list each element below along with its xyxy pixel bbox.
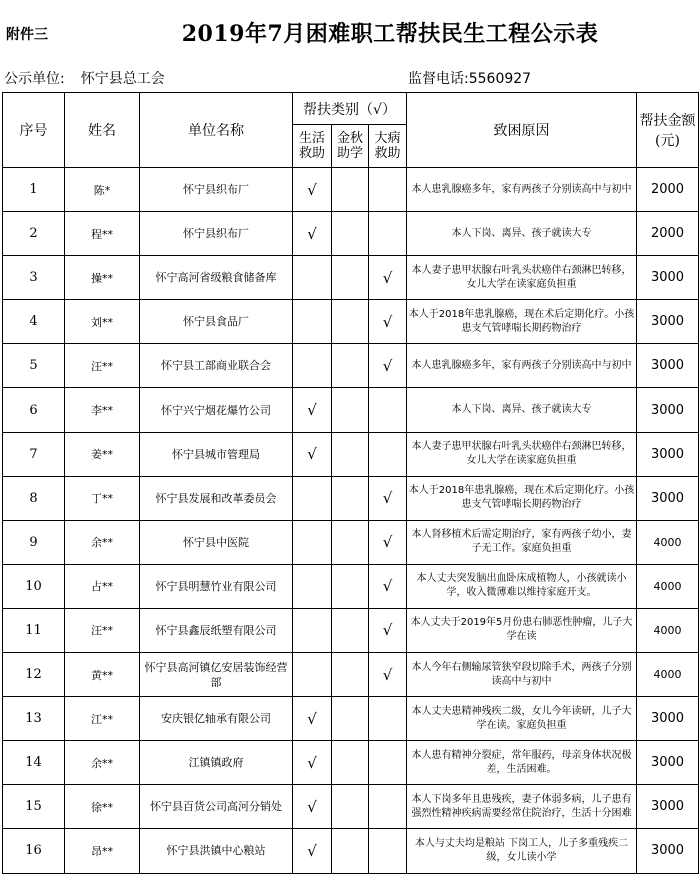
row-check-education <box>332 212 369 256</box>
row-reason: 本人丈夫于2019年5月份患右肺恶性肿瘤，儿子大学在读 <box>407 608 637 652</box>
row-check-illness <box>369 697 407 741</box>
row-name: 占** <box>65 564 140 608</box>
table-row <box>3 653 699 697</box>
row-unit: 怀宁兴宁烟花爆竹公司 <box>140 388 293 432</box>
row-check-living <box>293 476 332 520</box>
table-row <box>3 300 699 344</box>
table-row <box>3 256 699 300</box>
row-name: 黄** <box>65 653 140 697</box>
row-seq: 4 <box>3 300 65 344</box>
row-name: 徐** <box>65 785 140 829</box>
table-row <box>3 785 699 829</box>
row-check-education <box>332 653 369 697</box>
row-reason: 本人下岗、离异、孩子就读大专 <box>407 388 637 432</box>
row-reason: 本人丈夫患精神残疾二级，女儿今年读研，儿子大学在读。家庭负担重 <box>407 697 637 741</box>
row-seq: 1 <box>3 168 65 212</box>
row-name: 操** <box>65 256 140 300</box>
table-row <box>3 168 699 212</box>
row-seq: 2 <box>3 212 65 256</box>
col-reason: 致困原因 <box>407 93 637 168</box>
row-unit: 怀宁县城市管理局 <box>140 432 293 476</box>
row-check-illness <box>369 168 407 212</box>
col-name: 姓名 <box>65 93 140 168</box>
row-unit: 怀宁县中医院 <box>140 520 293 564</box>
row-amount: 3000 <box>637 388 699 432</box>
row-check-living <box>293 608 332 652</box>
row-amount: 4000 <box>637 520 699 564</box>
row-reason: 本人与丈夫均是粮站 下岗工人，儿子多重残疾二级，女儿读小学 <box>407 829 637 873</box>
row-check-illness <box>369 741 407 785</box>
row-seq: 13 <box>3 697 65 741</box>
row-unit: 怀宁县明慧竹业有限公司 <box>140 564 293 608</box>
unit-value: 怀宁县总工会 <box>80 71 165 87</box>
table-row <box>3 344 699 388</box>
row-check-illness <box>369 785 407 829</box>
row-check-illness: √ <box>369 564 407 608</box>
row-unit: 江镇镇政府 <box>140 741 293 785</box>
row-name: 刘** <box>65 300 140 344</box>
row-check-living: √ <box>293 168 332 212</box>
row-check-education <box>332 300 369 344</box>
row-amount: 3000 <box>637 344 699 388</box>
row-check-living: √ <box>293 388 332 432</box>
table-row <box>3 697 699 741</box>
row-reason: 本人妻子患甲状腺右叶乳头状癌伴右颈淋巴转移，女儿大学在读家庭负担重 <box>407 256 637 300</box>
row-seq: 14 <box>3 741 65 785</box>
row-seq: 11 <box>3 608 65 652</box>
row-check-illness: √ <box>369 256 407 300</box>
row-check-education <box>332 608 369 652</box>
row-check-living <box>293 344 332 388</box>
row-amount: 4000 <box>637 564 699 608</box>
row-name: 昂** <box>65 829 140 873</box>
row-seq: 5 <box>3 344 65 388</box>
row-amount: 3000 <box>637 829 699 873</box>
row-name: 丁** <box>65 476 140 520</box>
row-unit: 安庆银亿轴承有限公司 <box>140 697 293 741</box>
row-amount: 2000 <box>637 212 699 256</box>
row-amount: 3000 <box>637 476 699 520</box>
row-check-illness: √ <box>369 300 407 344</box>
row-check-illness: √ <box>369 608 407 652</box>
attachment-label: 附件三 <box>6 27 48 43</box>
row-unit: 怀宁县食品厂 <box>140 300 293 344</box>
row-unit: 怀宁县工部商业联合会 <box>140 344 293 388</box>
row-check-living <box>293 653 332 697</box>
row-seq: 10 <box>3 564 65 608</box>
row-amount: 4000 <box>637 608 699 652</box>
row-unit: 怀宁县织布厂 <box>140 212 293 256</box>
row-unit: 怀宁县织布厂 <box>140 168 293 212</box>
row-unit: 怀宁高河省级粮食储备库 <box>140 256 293 300</box>
publishing-unit <box>4 68 165 88</box>
row-seq: 3 <box>3 256 65 300</box>
row-amount: 3000 <box>637 432 699 476</box>
row-check-living: √ <box>293 697 332 741</box>
table-row <box>3 432 699 476</box>
row-check-living: √ <box>293 432 332 476</box>
row-amount: 3000 <box>637 256 699 300</box>
table-row <box>3 388 699 432</box>
row-reason: 本人于2018年患乳腺癌，现在术后定期化疗。小孩患支气管哮喘长期药物治疗 <box>407 300 637 344</box>
row-unit: 怀宁县高河镇亿安居装饰经营部 <box>140 653 293 697</box>
row-name: 李** <box>65 388 140 432</box>
row-check-education <box>332 388 369 432</box>
row-amount: 3000 <box>637 300 699 344</box>
row-name: 汪** <box>65 608 140 652</box>
row-name: 姜** <box>65 432 140 476</box>
row-check-education <box>332 785 369 829</box>
row-name: 余** <box>65 520 140 564</box>
row-check-living <box>293 520 332 564</box>
row-check-living <box>293 256 332 300</box>
row-check-living: √ <box>293 785 332 829</box>
row-reason: 本人下岗、离异、孩子就读大专 <box>407 212 637 256</box>
row-unit: 怀宁县鑫辰纸塑有限公司 <box>140 608 293 652</box>
row-reason: 本人于2018年患乳腺癌，现在术后定期化疗。小孩患支气管哮喘长期药物治疗 <box>407 476 637 520</box>
table-row <box>3 741 699 785</box>
row-reason: 本人丈夫突发脑出血卧床成植物人，小孩就读小学，收入微薄难以维持家庭开支。 <box>407 564 637 608</box>
phone-value: 5560927 <box>468 71 532 87</box>
row-name: 江** <box>65 697 140 741</box>
row-check-illness <box>369 432 407 476</box>
row-check-living: √ <box>293 212 332 256</box>
row-seq: 6 <box>3 388 65 432</box>
row-amount: 3000 <box>637 741 699 785</box>
phone-label: 监督电话: <box>408 71 469 87</box>
row-check-education <box>332 520 369 564</box>
row-seq: 7 <box>3 432 65 476</box>
row-seq: 8 <box>3 476 65 520</box>
table-body <box>3 168 699 874</box>
row-reason: 本人肾移植术后需定期治疗，家有两孩子幼小，妻子无工作。家庭负担重 <box>407 520 637 564</box>
meta-row <box>0 64 700 92</box>
row-name: 汪** <box>65 344 140 388</box>
row-reason: 本人患有精神分裂症，常年服药，母亲身体状况极差，生活困难。 <box>407 741 637 785</box>
table-row <box>3 212 699 256</box>
row-check-education <box>332 476 369 520</box>
row-unit: 怀宁县百货公司高河分销处 <box>140 785 293 829</box>
assistance-table <box>2 92 699 874</box>
row-check-illness: √ <box>369 653 407 697</box>
row-check-education <box>332 697 369 741</box>
row-check-illness: √ <box>369 344 407 388</box>
table-row <box>3 520 699 564</box>
row-reason: 本人患乳腺癌多年，家有两孩子分别读高中与初中 <box>407 344 637 388</box>
row-seq: 16 <box>3 829 65 873</box>
table-row <box>3 608 699 652</box>
row-seq: 15 <box>3 785 65 829</box>
row-name: 程** <box>65 212 140 256</box>
row-check-education <box>332 432 369 476</box>
row-seq: 9 <box>3 520 65 564</box>
row-check-illness <box>369 388 407 432</box>
col-amount: 帮扶金额(元) <box>637 93 699 168</box>
row-check-living: √ <box>293 829 332 873</box>
row-unit: 怀宁县发展和改革委员会 <box>140 476 293 520</box>
page-header <box>0 0 700 64</box>
col-sub-education: 金秋助学 <box>332 125 369 168</box>
col-unit: 单位名称 <box>140 93 293 168</box>
row-check-education <box>332 168 369 212</box>
row-name: 余** <box>65 741 140 785</box>
unit-label: 公示单位: <box>4 71 65 87</box>
col-sub-illness: 大病救助 <box>369 125 407 168</box>
row-reason: 本人下岗多年且患残疾，妻子体弱多病，儿子患有强烈性精神疾病需要经常住院治疗，生活十分困难 <box>407 785 637 829</box>
row-reason: 本人妻子患甲状腺右叶乳头状癌伴右颈淋巴转移，女儿大学在读家庭负担重 <box>407 432 637 476</box>
page-title: 2019年7月困难职工帮扶民生工程公示表 <box>181 21 599 47</box>
row-check-living <box>293 564 332 608</box>
col-seq: 序号 <box>3 93 65 168</box>
row-check-education <box>332 829 369 873</box>
row-amount: 2000 <box>637 168 699 212</box>
row-amount: 3000 <box>637 785 699 829</box>
table-row <box>3 476 699 520</box>
table-row <box>3 829 699 873</box>
supervision-phone <box>408 68 531 88</box>
row-check-illness <box>369 212 407 256</box>
row-check-illness <box>369 829 407 873</box>
row-check-education <box>332 564 369 608</box>
col-category: 帮扶类别（√） <box>293 93 407 125</box>
row-seq: 12 <box>3 653 65 697</box>
row-check-education <box>332 256 369 300</box>
row-name: 陈* <box>65 168 140 212</box>
col-sub-living: 生活救助 <box>293 125 332 168</box>
row-reason: 本人今年右侧输尿管狭窄段切除手术，两孩子分别读高中与初中 <box>407 653 637 697</box>
row-check-living <box>293 300 332 344</box>
row-check-education <box>332 741 369 785</box>
row-amount: 4000 <box>637 653 699 697</box>
row-check-living: √ <box>293 741 332 785</box>
table-row <box>3 564 699 608</box>
row-reason: 本人患乳腺癌多年，家有两孩子分别读高中与初中 <box>407 168 637 212</box>
row-check-illness: √ <box>369 476 407 520</box>
row-check-education <box>332 344 369 388</box>
row-check-illness: √ <box>369 520 407 564</box>
row-unit: 怀宁县洪镇中心粮站 <box>140 829 293 873</box>
row-amount: 3000 <box>637 697 699 741</box>
